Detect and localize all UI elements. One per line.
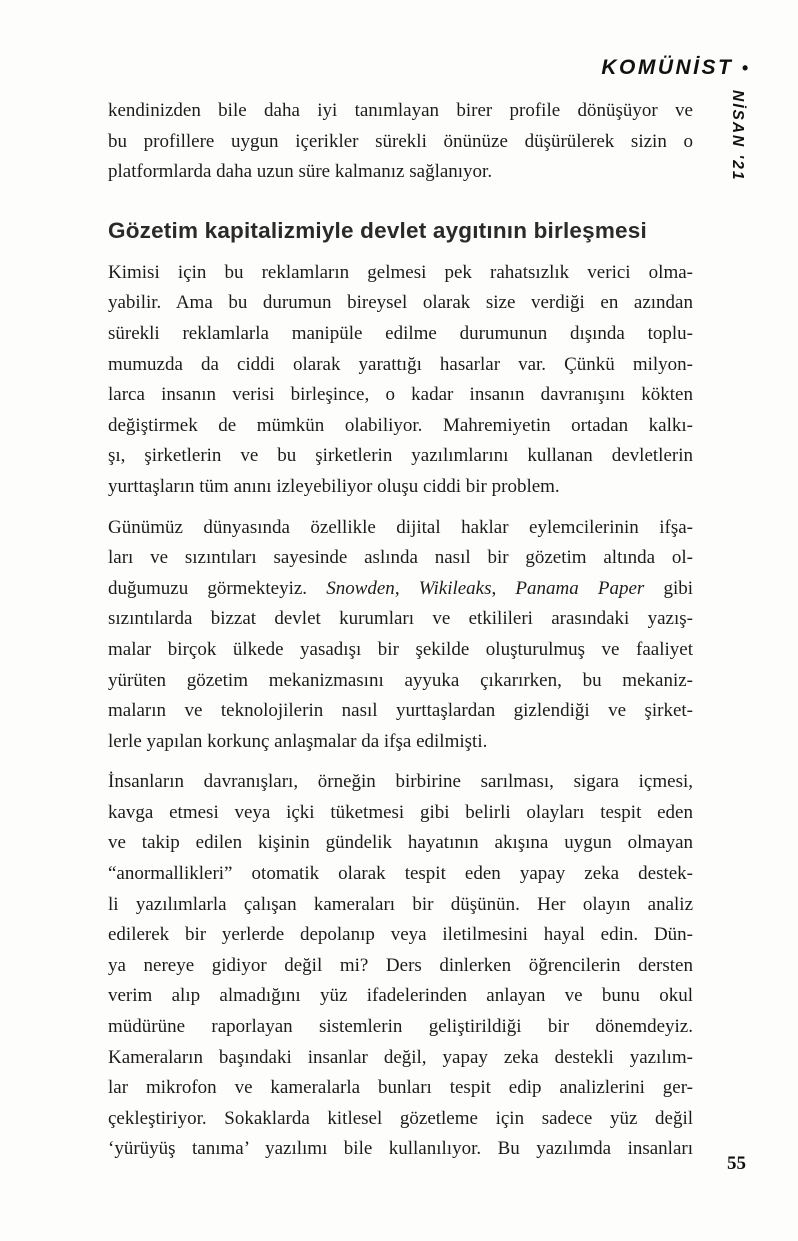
magazine-title-text: KOMÜNİST [601,56,734,79]
plain-text: , [394,577,419,599]
text-line: lar mikrofon ve kameralarla bunları tespit edip analizlerini ger- [108,1077,693,1099]
text-line: çekleştiriyor. Sokaklarda kitlesel gözetleme için sadece yüz değil [108,1107,693,1129]
text-line: yurttaşların tüm anını izleyebiliyor oluşu ciddi bir problem. [108,475,560,497]
text-line: sürekli reklamlarla manipüle edilme durumunun dışında toplu- [108,322,693,344]
plain-text: gibi [644,577,694,599]
text-line: ‘yürüyüş tanıma’ yazılımı bile kullanılıyor. Bu yazılımda insanları [108,1138,693,1160]
text-line: ve takip edilen kişinin gündelik hayatının akışına uygun olmayan [108,832,693,854]
text-line: maların ve teknolojilerin nasıl yurttaşlardan gizlendiği ve şirket- [108,700,693,722]
text-line: larca insanın verisi birleşince, o kadar insanın davranışını kökten [108,384,693,406]
plain-text: , [491,577,516,599]
italic-text: Wikileaks [418,577,492,599]
intro-paragraph-slot [108,96,693,188]
plain-text: duğumuzu görmekteyiz. [108,577,327,599]
text-line: bu profillere uygun içerikler sürekli önünüze düşürülerek sizin o [108,130,693,152]
text-line: yürüten gözetim mekanizmasını ayyuka çıkarırken, bu mekaniz- [108,669,693,691]
italic-text: Panama Paper [515,577,645,599]
magazine-title [601,56,748,80]
text-line: sızıntılarda bizzat devlet kurumları ve etkilileri arasındaki yazış- [108,608,693,630]
text-line: değiştirmek de mümkün olabiliyor. Mahremiyetin ortadan kalkı- [108,414,693,436]
text-line: edilerek bir yerlerde depolanıp veya iletilmesini hayal edin. Dün- [108,924,693,946]
page-number: 55 [727,1153,746,1174]
text-line: verim alıp almadığını yüz ifadelerinden anlayan ve bunu okul [108,985,693,1007]
text-line: mumuzda da ciddi olarak yarattığı hasarlar var. Çünkü milyon- [108,353,693,375]
text-line: müdürüne raporlayan sistemlerin geliştirildiği bir dönemdeyiz. [108,1016,693,1038]
text-line: lerle yapılan korkunç anlaşmalar da ifşa edilmişti. [108,730,488,752]
paragraph [108,258,693,503]
text-line: ları ve sızıntıları sayesinde aslında nasıl bir gözetim altında ol- [108,547,693,569]
text-line: “anormallikleri” otomatik olarak tespit eden yapay zeka destek- [108,863,693,885]
text-line: kendinizden bile daha iyi tanımlayan birer profile dönüşüyor ve [108,100,693,121]
text-line: Günümüz dünyasında özellikle dijital haklar eylemcilerinin ifşa- [108,516,693,538]
text-line: ya nereye gidiyor değil mi? Ders dinlerken öğrencilerin dersten [108,954,693,976]
text-line: yabilir. Ama bu durumun bireysel olarak size verdiği en azından [108,292,693,314]
section-heading: Gözetim kapitalizmiyle devlet aygıtının birleşmesi [108,217,647,243]
text-line: platformlarda daha uzun süre kalmanız sağlanıyor. [108,161,493,183]
paragraph [108,513,693,758]
italic-text: Snowden [326,577,395,599]
text-line: li yazılımlarla çalışan kameraları bir düşünün. Her olayın analiz [108,893,693,915]
text-line: şı, şirketlerin ve bu şirketlerin yazılımlarını kullanan devletlerin [108,445,693,467]
issue-label: NİSAN '21 [729,90,746,182]
text-line [108,574,693,605]
paragraph [108,767,693,1165]
article-text [108,96,693,1175]
text-line: kavga etmesi veya içki tüketmesi gibi belirli olayları tespit eden [108,801,693,823]
body-paragraphs [108,258,693,1165]
masthead-bullet: • [741,58,748,78]
text-line: malar birçok ülkede yasadışı bir şekilde oluşturulmuş ve faaliyet [108,638,693,660]
paragraph [108,96,693,188]
text-line: İnsanların davranışları, örneğin birbirine sarılması, sigara içmesi, [108,771,693,793]
text-line: Kimisi için bu reklamların gelmesi pek rahatsızlık verici olma- [108,261,693,283]
text-line: Kameraların başındaki insanlar değil, yapay zeka destekli yazılım- [108,1046,693,1068]
